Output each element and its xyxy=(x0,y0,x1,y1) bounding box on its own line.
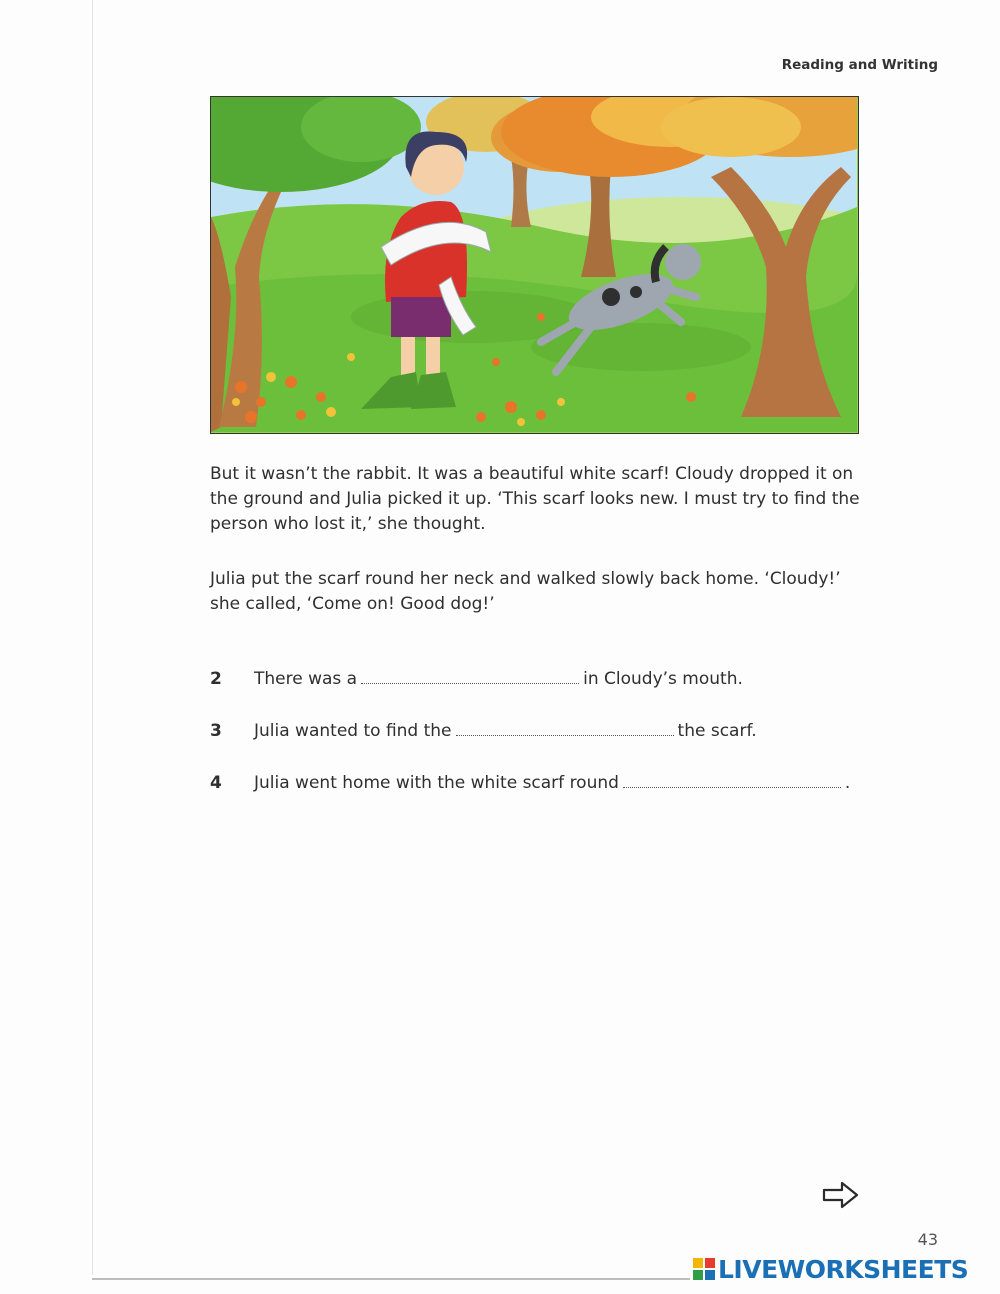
question-text-before: Julia wanted to find the xyxy=(254,721,452,741)
liveworksheets-brand xyxy=(692,1254,968,1284)
section-label: Reading and Writing xyxy=(781,57,938,73)
story-paragraph-2: Julia put the scarf round her neck and walked slowly back home. ‘Cloudy!’ she called, ‘Come on! Good dog!’ xyxy=(210,569,841,614)
liveworksheets-logo-icon xyxy=(692,1257,716,1281)
question-text-after: in Cloudy’s mouth. xyxy=(583,669,743,689)
question-text-before: Julia went home with the white scarf round xyxy=(254,773,619,793)
question-text-before: There was a xyxy=(254,669,358,689)
brand-name: LIVEWORKSHEETS xyxy=(718,1254,969,1284)
question-4 xyxy=(210,770,890,796)
story-paragraph-1: But it wasn’t the rabbit. It was a beautiful white scarf! Cloudy dropped it on the ground and Julia picked it up. ‘This scarf looks new. I must try to find the person who lost it,’ she thought. xyxy=(210,464,860,534)
question-number: 2 xyxy=(210,669,222,689)
bottom-rule xyxy=(92,1278,690,1280)
answer-blank-4[interactable] xyxy=(623,786,841,788)
scan-edge xyxy=(92,0,93,1275)
page-number: 43 xyxy=(917,1230,938,1249)
question-text-after: . xyxy=(844,773,851,793)
answer-blank-2[interactable] xyxy=(361,682,579,684)
answer-blank-3[interactable] xyxy=(456,734,674,736)
park-scene-icon xyxy=(211,97,857,432)
question-3 xyxy=(210,718,890,744)
story-illustration xyxy=(210,96,859,434)
question-number: 4 xyxy=(210,773,222,793)
question-number: 3 xyxy=(210,721,222,741)
question-text-after: the scarf. xyxy=(677,721,757,741)
question-2 xyxy=(210,666,890,692)
next-page-arrow-icon[interactable] xyxy=(822,1180,860,1210)
